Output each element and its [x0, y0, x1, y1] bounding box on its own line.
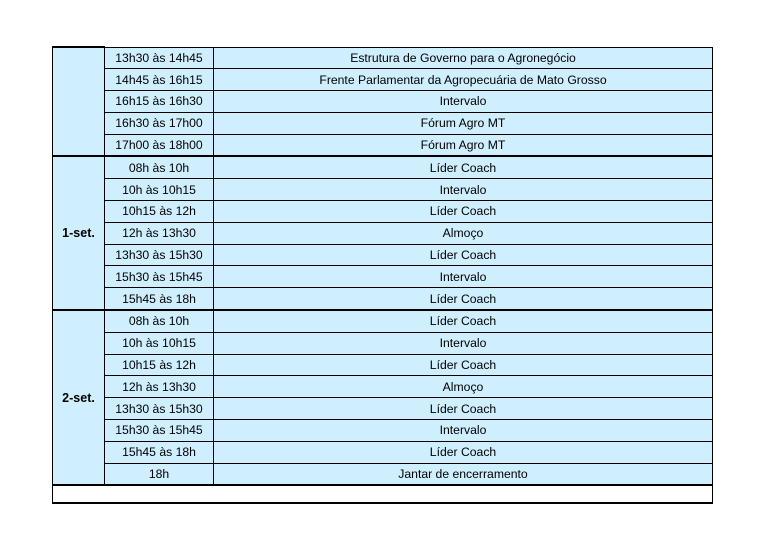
time-cell: 10h15 às 12h [105, 354, 214, 376]
activity-cell: Líder Coach [214, 244, 713, 266]
schedule-row [53, 222, 713, 244]
activity-cell: Líder Coach [214, 398, 713, 420]
day-label [53, 47, 105, 156]
activity-cell: Intervalo [214, 420, 713, 442]
activity-cell: Almoço [214, 222, 713, 244]
time-cell: 15h30 às 15h45 [105, 266, 214, 288]
schedule-row [53, 354, 713, 376]
activity-cell: Intervalo [214, 266, 713, 288]
activity-cell: Intervalo [214, 91, 713, 113]
schedule-row [53, 69, 713, 91]
schedule-row [53, 179, 713, 201]
schedule-row [53, 310, 713, 332]
schedule-row [53, 112, 713, 134]
time-cell: 08h às 10h [105, 156, 214, 178]
time-cell: 16h15 às 16h30 [105, 91, 214, 113]
schedule-row [53, 420, 713, 442]
schedule-table [52, 46, 713, 504]
activity-cell: Líder Coach [214, 201, 713, 223]
schedule-body [53, 47, 713, 503]
time-cell: 14h45 às 16h15 [105, 69, 214, 91]
schedule-row [53, 266, 713, 288]
time-cell: 12h às 13h30 [105, 222, 214, 244]
schedule-row [53, 47, 713, 69]
activity-cell: Fórum Agro MT [214, 134, 713, 156]
time-cell: 13h30 às 14h45 [105, 47, 214, 69]
activity-cell: Líder Coach [214, 156, 713, 178]
activity-cell: Líder Coach [214, 354, 713, 376]
empty-footer-row [53, 485, 713, 503]
activity-cell: Intervalo [214, 332, 713, 354]
activity-cell: Jantar de encerramento [214, 463, 713, 485]
empty-footer-cell [53, 485, 713, 503]
time-cell: 13h30 às 15h30 [105, 398, 214, 420]
schedule-row [53, 244, 713, 266]
schedule-row [53, 201, 713, 223]
time-cell: 12h às 13h30 [105, 376, 214, 398]
activity-cell: Líder Coach [214, 310, 713, 332]
time-cell: 10h15 às 12h [105, 201, 214, 223]
activity-cell: Estrutura de Governo para o Agronegócio [214, 47, 713, 69]
schedule-row [53, 156, 713, 178]
time-cell: 16h30 às 17h00 [105, 112, 214, 134]
time-cell: 15h30 às 15h45 [105, 420, 214, 442]
schedule-row [53, 91, 713, 113]
activity-cell: Almoço [214, 376, 713, 398]
activity-cell: Líder Coach [214, 441, 713, 463]
schedule-row [53, 134, 713, 156]
time-cell: 15h45 às 18h [105, 288, 214, 310]
schedule-row [53, 441, 713, 463]
schedule-row [53, 398, 713, 420]
time-cell: 13h30 às 15h30 [105, 244, 214, 266]
time-cell: 10h às 10h15 [105, 332, 214, 354]
activity-cell: Intervalo [214, 179, 713, 201]
activity-cell: Frente Parlamentar da Agropecuária de Mato Grosso [214, 69, 713, 91]
activity-cell: Líder Coach [214, 288, 713, 310]
schedule-row [53, 463, 713, 485]
schedule-row [53, 288, 713, 310]
activity-cell: Fórum Agro MT [214, 112, 713, 134]
time-cell: 10h às 10h15 [105, 179, 214, 201]
time-cell: 17h00 às 18h00 [105, 134, 214, 156]
time-cell: 18h [105, 463, 214, 485]
day-label: 1-set. [53, 156, 105, 310]
schedule-row [53, 376, 713, 398]
schedule-row [53, 332, 713, 354]
time-cell: 15h45 às 18h [105, 441, 214, 463]
day-label: 2-set. [53, 310, 105, 485]
time-cell: 08h às 10h [105, 310, 214, 332]
